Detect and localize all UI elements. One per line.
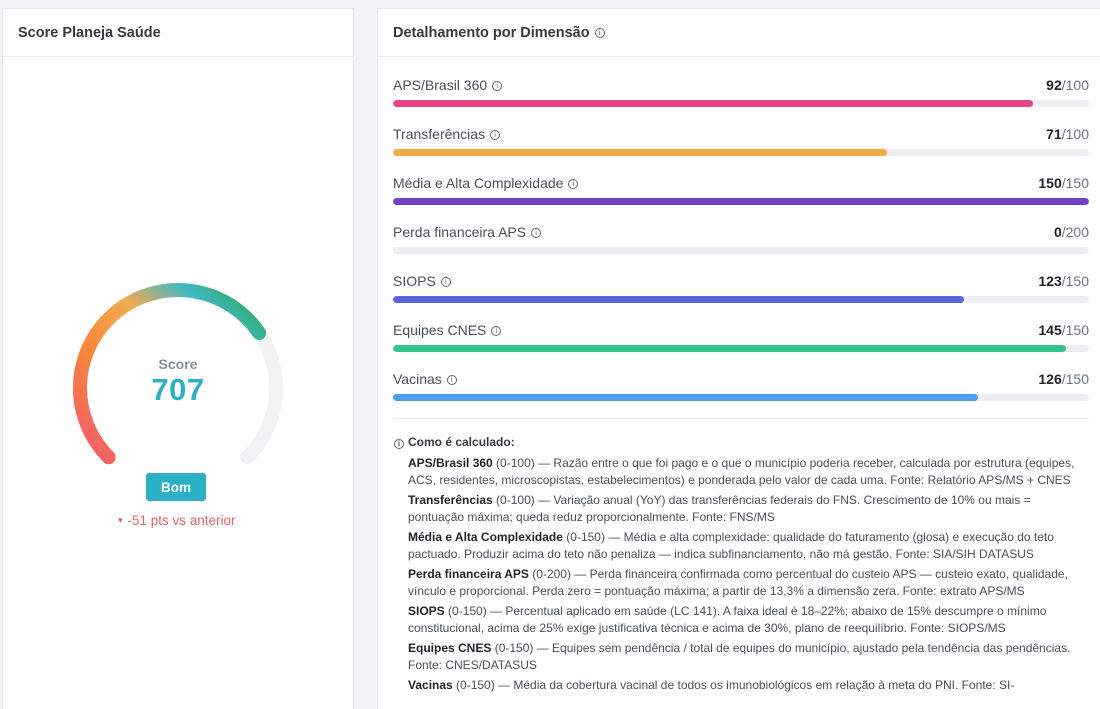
calculation-note-term: Média e Alta Complexidade	[408, 530, 563, 544]
score-delta-text: -51 pts vs anterior	[127, 513, 236, 528]
dimension-bar-track	[393, 100, 1089, 107]
calculation-note-term: SIOPS	[408, 604, 445, 618]
dimension-score	[1054, 224, 1089, 240]
calculation-note-term: Transferências	[408, 493, 493, 507]
info-icon: i	[394, 439, 404, 449]
dimension-row	[393, 267, 1089, 316]
dimension-bar-track	[393, 198, 1089, 205]
calculation-note-text: (0-150) — Equipes sem pendência / total de equipes do município, ajustado pela tendência das pendências. Fonte: CNES/DATASUS	[408, 641, 1071, 672]
calculation-note	[408, 640, 1090, 674]
score-gauge	[68, 272, 288, 472]
calculation-note-text: (0-150) — Média e alta complexidade: qualidade do faturamento (glosa) e execução do teto pactuado. Produzir acima do teto não penaliza — indica subfinanciamento, não má gestão. Fonte: SIA/SIH DATASUS	[408, 530, 1054, 561]
dimension-score-max: /150	[1061, 371, 1089, 387]
calculation-note-text: (0-200) — Perda financeira confirmada como percentual do custeio APS — custeio exato, qualidade, vínculo e proporcional. Perda zero = pontuação máxima; a partir de 13,3% a dimensão zera. Fonte: extrato APS/MS	[408, 567, 1068, 598]
dimension-bar-track	[393, 296, 1089, 303]
dimension-bar-fill	[393, 345, 1066, 352]
dimension-name: Média e Alta Complexidade i	[393, 175, 578, 191]
dimension-bar-fill	[393, 100, 1033, 107]
dimension-name: SIOPS i	[393, 273, 451, 289]
calculation-note-text: (0-150) — Percentual aplicado em saúde (LC 141). A faixa ideal é 18–22%; abaixo de 15% descumpre o mínimo constitucional, acima de 25% exige justificativa técnica e acima de 30%, plano de reequilíbrio. Fonte: SIOPS/MS	[408, 604, 1047, 635]
dimension-score-value: 150	[1038, 175, 1062, 191]
dimension-row	[393, 316, 1089, 365]
calculation-note	[408, 566, 1090, 600]
dimension-score	[1038, 371, 1089, 387]
info-icon[interactable]: i	[595, 28, 605, 38]
calculation-note-text: (0-100) — Variação anual (YoY) das transferências federais do FNS. Crescimento de 10% ou mais = pontuação máxima; queda reduz proporcionalmente. Fonte: FNS/MS	[408, 493, 1031, 524]
dimension-score	[1038, 175, 1089, 191]
dimension-detail-card	[377, 8, 1100, 709]
dimension-score-max: /150	[1061, 322, 1089, 338]
calculation-note	[408, 677, 1090, 694]
dimension-score-max: /100	[1061, 126, 1089, 142]
dimension-name: Vacinas i	[393, 371, 457, 387]
score-value: 707	[151, 372, 205, 407]
dimension-score-value: 126	[1038, 371, 1062, 387]
calculation-note-term: Perda financeira APS	[408, 567, 529, 581]
dimension-bar-fill	[393, 296, 964, 303]
dimension-score-value: 123	[1038, 273, 1062, 289]
info-icon[interactable]: i	[441, 277, 451, 287]
score-card-header	[3, 9, 353, 57]
dimension-row	[393, 169, 1089, 218]
dimension-name: Perda financeira APS i	[393, 224, 541, 240]
calculation-note-text: (0-150) — Média da cobertura vacinal de todos os imunobiológicos em relação à meta do PNI. Fonte: SI-	[452, 678, 1015, 692]
info-icon[interactable]: i	[491, 326, 501, 336]
dimension-detail-header	[378, 9, 1100, 57]
score-delta	[0, 513, 352, 528]
info-icon[interactable]: i	[490, 130, 500, 140]
dimension-score-max: /150	[1061, 273, 1089, 289]
dimension-score-max: /150	[1061, 175, 1089, 191]
dimension-score-value: 0	[1053, 224, 1062, 240]
score-label: Score	[158, 356, 198, 372]
calculation-note-term: Vacinas	[408, 678, 453, 692]
calculation-note-term: Equipes CNES	[408, 641, 492, 655]
dimension-detail-title: Detalhamento por Dimensão	[393, 24, 590, 41]
calculation-note	[408, 492, 1090, 526]
calculation-notes	[394, 435, 1094, 697]
info-icon[interactable]: i	[447, 375, 457, 385]
dimension-bar-track	[393, 149, 1089, 156]
dimension-bar-fill	[393, 149, 887, 156]
dimension-list	[393, 71, 1089, 414]
calculation-notes-title	[394, 435, 1094, 449]
dimension-score	[1038, 322, 1089, 338]
dimension-bar-fill	[393, 198, 1089, 205]
dimension-score-max: /100	[1061, 77, 1089, 93]
dimension-row	[393, 71, 1089, 120]
calculation-note-text: (0-100) — Razão entre o que foi pago e o que o município poderia receber, calculada por estrutura (equipes, ACS, residentes, microscopistas, estabelecimentos) e ponderada pelo valor de cada uma. Fonte: Relatório APS/MS + CNES	[408, 456, 1075, 487]
dimension-score	[1038, 273, 1089, 289]
info-icon[interactable]: i	[492, 81, 502, 91]
dimension-name: APS/Brasil 360 i	[393, 77, 502, 93]
dimension-score-value: 145	[1038, 322, 1062, 338]
divider	[393, 418, 1089, 419]
calculation-notes-title-text: Como é calculado:	[408, 435, 515, 449]
dimension-row	[393, 218, 1089, 267]
caret-down-icon: ▼	[116, 516, 125, 525]
info-icon[interactable]: i	[568, 179, 578, 189]
dimension-name: Transferências i	[393, 126, 500, 142]
score-card-title: Score Planeja Saúde	[18, 24, 161, 41]
dimension-score-max: /200	[1061, 224, 1089, 240]
dimension-score	[1046, 77, 1089, 93]
calculation-note	[408, 455, 1090, 489]
dimension-score-value: 92	[1046, 77, 1062, 93]
dimension-score-value: 71	[1046, 126, 1062, 142]
dimension-row	[393, 365, 1089, 414]
dimension-bar-track	[393, 247, 1089, 254]
calculation-note	[408, 603, 1090, 637]
dimension-score	[1046, 126, 1089, 142]
score-status-badge: Bom	[146, 473, 206, 501]
calculation-note-term: APS/Brasil 360	[408, 456, 493, 470]
dimension-bar-track	[393, 394, 1089, 401]
dimension-bar-fill	[393, 394, 978, 401]
calculation-note	[408, 529, 1090, 563]
dimension-bar-track	[393, 345, 1089, 352]
calculation-notes-list	[394, 455, 1094, 694]
info-icon[interactable]: i	[531, 228, 541, 238]
dimension-name: Equipes CNES i	[393, 322, 501, 338]
dimension-row	[393, 120, 1089, 169]
